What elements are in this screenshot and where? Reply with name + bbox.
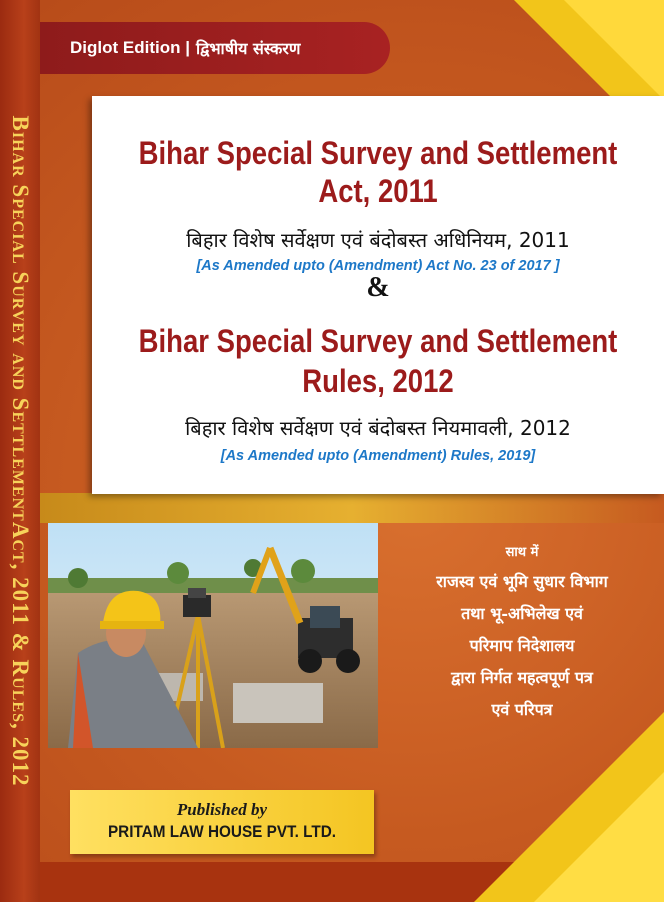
act-hindi-title: बिहार विशेष सर्वेक्षण एवं बंदोबस्त अधिनियम, 2011 bbox=[186, 228, 570, 252]
book-spine bbox=[0, 0, 40, 902]
gold-band bbox=[40, 493, 664, 523]
surveyor-illustration bbox=[48, 523, 378, 748]
hindi-contents-list bbox=[380, 540, 664, 726]
ampersand: & bbox=[366, 272, 390, 303]
title-panel bbox=[92, 96, 664, 494]
edition-label: Diglot Edition | bbox=[70, 38, 190, 57]
publisher-name: PRITAM LAW HOUSE PVT. LTD. bbox=[107, 822, 337, 841]
rules-title-line2: Rules, 2012 bbox=[302, 363, 454, 399]
hindi-list-item: परिमाप निदेशालय bbox=[469, 636, 575, 655]
hindi-list-item: द्वारा निर्गत महत्वपूर्ण पत्र bbox=[451, 668, 593, 687]
edition-badge bbox=[40, 22, 390, 74]
rules-amendment-note: [As Amended upto (Amendment) Rules, 2019] bbox=[220, 448, 536, 464]
hindi-list-item: राजस्व एवं भूमि सुधार विभाग bbox=[436, 572, 608, 591]
edition-hindi-label: द्विभाषीय संस्करण bbox=[195, 39, 301, 58]
yellow-corner-top-inner bbox=[564, 0, 664, 100]
hindi-list-item: एवं परिपत्र bbox=[491, 700, 553, 719]
act-title-line2: Act, 2011 bbox=[318, 173, 438, 209]
rules-hindi-title: बिहार विशेष सर्वेक्षण एवं बंदोबस्त नियमावली, 2012 bbox=[185, 416, 571, 440]
spine-title: Bihar Special Survey and SettlementAct, 2011 & Rules, 2012 bbox=[8, 115, 33, 787]
hindi-list-item: साथ में bbox=[505, 545, 539, 560]
rules-title-line1: Bihar Special Survey and Settlement bbox=[138, 323, 618, 359]
hindi-list-item: तथा भू-अभिलेख एवं bbox=[461, 604, 583, 623]
yellow-corner-bottom-inner bbox=[534, 772, 664, 902]
published-by-label: Published by bbox=[176, 800, 268, 819]
act-title-line1: Bihar Special Survey and Settlement bbox=[138, 135, 618, 171]
publisher-banner bbox=[70, 790, 374, 854]
surveyor-photo bbox=[48, 523, 378, 748]
act-amendment-note: [As Amended upto (Amendment) Act No. 23 of 2017 ] bbox=[196, 258, 560, 274]
